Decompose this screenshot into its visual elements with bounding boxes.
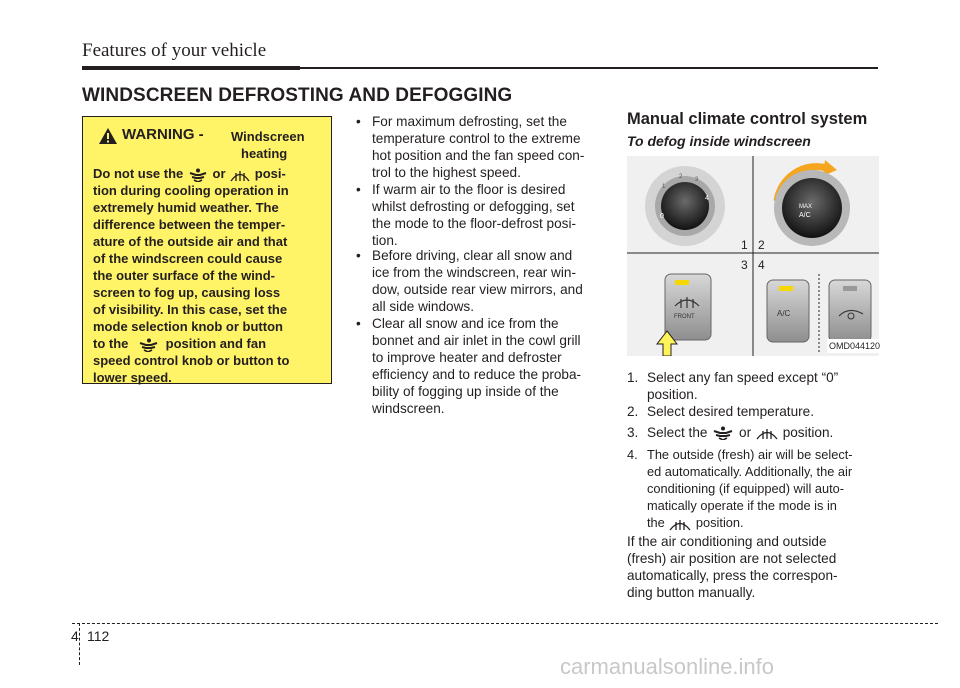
recirculation-button: [829, 280, 871, 342]
warning-line: Do not use the: [93, 166, 184, 181]
bullet-line: hot position and the fan speed con-: [372, 148, 585, 163]
warning-line: or: [212, 166, 226, 181]
step-line: position.: [695, 515, 744, 530]
section-title: WINDSCREEN DEFROSTING AND DEFOGGING: [82, 85, 513, 106]
bullet-line: trol to the highest speed.: [372, 165, 521, 180]
bullet-line: tion.: [372, 233, 398, 248]
knob-ac-label: A/C: [799, 212, 811, 219]
bullet-line: the mode to the floor-defrost posi-: [372, 216, 577, 231]
bullet-dot: •: [356, 248, 361, 263]
quadrant-label-2: 2: [758, 238, 765, 252]
front-label: FRONT: [674, 314, 695, 320]
step-number: 2.: [627, 404, 639, 419]
warning-line: mode selection knob or button: [93, 319, 283, 334]
max-label: MAX: [799, 204, 813, 210]
floor-defrost-mode-icon: [711, 426, 735, 440]
bullet-item: [356, 181, 604, 251]
bullet-line: efficiency and to reduce the proba-: [372, 367, 582, 382]
section-number: 4: [71, 628, 79, 644]
climate-control-figure: [627, 156, 879, 356]
svg-text:4: 4: [705, 195, 709, 202]
bullet-line: bility of fogging up inside of the: [372, 384, 559, 399]
step-number: 4.: [627, 447, 638, 462]
warning-label: WARNING -: [122, 126, 204, 143]
ac-button: [767, 280, 809, 342]
svg-text:1: 1: [662, 184, 666, 190]
svg-text:2: 2: [679, 174, 683, 180]
step-line: Select any fan speed except “0”: [647, 370, 839, 385]
warning-box: [82, 116, 332, 384]
closing-line: If the air conditioning and outside: [627, 534, 827, 549]
bullet-line: dow, outside rear view mirrors, and: [372, 282, 583, 297]
warning-line: difference between the temper-: [93, 217, 286, 232]
closing-line: automatically, press the correspon-: [627, 568, 838, 583]
bullet-dot: •: [356, 316, 361, 331]
defrost-icon: [755, 426, 779, 440]
subsection-subtitle: To defog inside windscreen: [627, 133, 811, 149]
warning-line: lower speed.: [93, 370, 172, 385]
page-number: 112: [87, 628, 110, 644]
watermark: carmanualsonline.info: [560, 654, 775, 679]
step-line: position.: [647, 387, 698, 402]
fan-speed-knob: [645, 166, 725, 246]
step-line: or: [739, 425, 752, 440]
warning-line: of the windscreen could cause: [93, 251, 283, 266]
bullet-line: bonnet and air inlet in the cowl grill: [372, 333, 581, 348]
floor-defrost-mode-icon: [132, 338, 162, 352]
warning-line: of visibility. In this case, set the: [93, 302, 288, 317]
bullet-item: [356, 247, 604, 317]
bullet-dot: •: [356, 182, 361, 197]
defrost-icon: [668, 517, 692, 531]
step-line: matically operate if the mode is in: [647, 498, 837, 513]
bullet-line: windscreen.: [372, 401, 445, 416]
footer-rule: [72, 623, 938, 624]
floor-defrost-mode-icon: [187, 168, 209, 182]
svg-text:3: 3: [695, 177, 699, 183]
step-line: conditioning (if equipped) will auto-: [647, 481, 845, 496]
bullet-line: whilst defrosting or defogging, set: [372, 199, 575, 214]
step-line: ed automatically. Additionally, the air: [647, 464, 853, 479]
bullet-dot: •: [356, 114, 361, 129]
quadrant-label-3: 3: [741, 258, 748, 272]
warning-triangle-icon: [99, 128, 117, 144]
bullet-line: all side windows.: [372, 299, 474, 314]
warning-line: position and fan: [165, 336, 267, 351]
closing-line: ding button manually.: [627, 585, 756, 600]
warning-line: screen to fog up, causing loss: [93, 285, 281, 300]
bullet-item: [356, 113, 604, 183]
ac-button-label: A/C: [777, 309, 791, 318]
warning-line: speed control knob or button to: [93, 353, 290, 368]
warning-line: tion during cooling operation in: [93, 183, 289, 198]
warning-text: [93, 165, 323, 386]
subsection-title: Manual climate control system: [627, 110, 868, 128]
step-line: Select desired temperature.: [647, 404, 814, 419]
step-line: The outside (fresh) air will be select-: [647, 447, 853, 462]
warning-subtitle-2: heating: [241, 146, 288, 161]
bullet-line: ice from the windscreen, rear win-: [372, 265, 576, 280]
bullet-line: For maximum defrosting, set the: [372, 114, 567, 129]
warning-line: to the: [93, 336, 129, 351]
warning-line: posi-: [254, 166, 286, 181]
step-number: 3.: [627, 425, 639, 440]
climate-control-illustration: [627, 156, 879, 356]
header-bar: [82, 66, 300, 70]
header-rule: [300, 67, 878, 69]
defrost-icon: [229, 168, 251, 182]
warning-line: the outer surface of the wind-: [93, 268, 276, 283]
step-line: Select the: [647, 425, 708, 440]
svg-text:0: 0: [660, 213, 664, 220]
warning-line: extremely humid weather. The: [93, 200, 279, 215]
bullet-line: Before driving, clear all snow and: [372, 248, 573, 263]
closing-line: (fresh) air position are not selected: [627, 551, 837, 566]
bullet-line: Clear all snow and ice from the: [372, 316, 559, 331]
quadrant-label-4: 4: [758, 258, 765, 272]
figure-code: OMD044120: [829, 341, 881, 351]
bullet-line: to improve heater and defroster: [372, 350, 562, 365]
bullet-item: [356, 315, 604, 419]
warning-line: ature of the outside air and that: [93, 234, 288, 249]
footer-vertical-rule: [79, 623, 80, 665]
bullet-line: temperature control to the extreme: [372, 131, 581, 146]
header-title: Features of your vehicle: [82, 40, 267, 61]
closing-paragraph: [627, 533, 879, 601]
step-line: position.: [782, 425, 834, 440]
bullet-line: If warm air to the floor is desired: [372, 182, 566, 197]
quadrant-label-1: 1: [741, 238, 748, 252]
step-line: the: [647, 515, 665, 530]
warning-subtitle: Windscreen: [231, 129, 305, 144]
step-number: 1.: [627, 370, 639, 385]
